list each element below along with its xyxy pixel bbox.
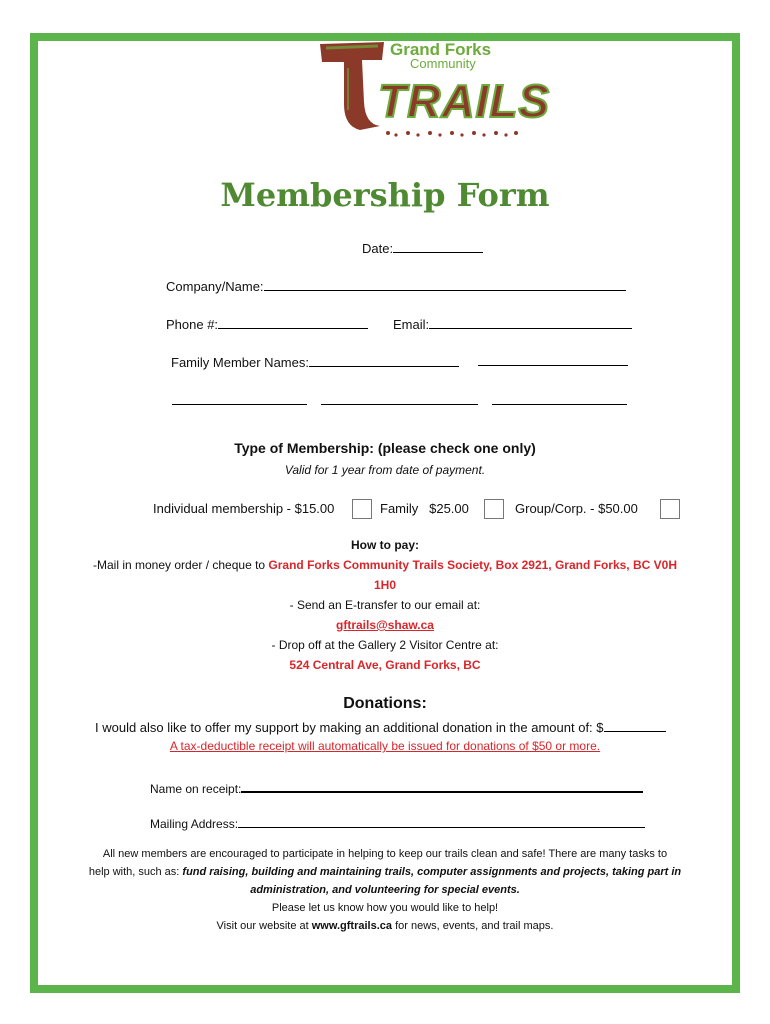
footer-line-5-prefix: Visit our website at (216, 920, 312, 932)
email-field[interactable] (393, 314, 632, 332)
donations-receipt-note: A tax-deductible receipt will automatically be issued for donations of $50 or more. (169, 739, 601, 753)
family-line-5[interactable] (492, 390, 627, 405)
option-group-label: Group/Corp. - $50.00 (515, 501, 638, 516)
name-on-receipt-field[interactable] (150, 777, 643, 796)
pay-heading: How to pay: (351, 538, 419, 552)
phone-line[interactable] (218, 314, 368, 329)
mailing-address-field[interactable] (150, 813, 645, 831)
pay-dropoff: - Drop off at the Gallery 2 Visitor Centre at: (271, 638, 499, 652)
donations-heading: Donations: (343, 695, 427, 712)
page-title: Membership Form (220, 176, 550, 214)
footer-line-5-suffix: for news, events, and trail maps. (392, 920, 554, 932)
website-link[interactable]: www.gftrails.ca (311, 920, 393, 932)
option-group-checkbox[interactable] (660, 499, 680, 519)
logo-word: TRAILS (378, 75, 551, 127)
logo-line2: Community (410, 56, 476, 71)
family-line-1[interactable] (309, 352, 459, 367)
footer-line-5 (0, 920, 770, 932)
pay-mail (0, 558, 770, 572)
family-line-3[interactable] (172, 390, 307, 405)
family-line-4[interactable] (321, 390, 478, 405)
donations-text-field[interactable] (95, 717, 666, 735)
pay-dropoff-address: 524 Central Ave, Grand Forks, BC (289, 658, 481, 672)
company-line[interactable] (264, 276, 626, 291)
membership-valid-note: Valid for 1 year from date of payment. (284, 463, 486, 477)
footer-line-2-prefix: help with, such as: (88, 866, 183, 878)
option-family-label: Family $25.00 (380, 501, 469, 516)
footer-line-1: All new members are encouraged to participate in helping to keep our trails clean and safe! There are many tasks to (102, 848, 668, 860)
family-line-2[interactable] (478, 351, 628, 366)
option-individual-label: Individual membership - $15.00 (153, 501, 335, 516)
email-label: Email: (393, 317, 430, 332)
logo (318, 40, 551, 144)
pay-etransfer: - Send an E-transfer to our email at: (289, 598, 481, 612)
date-field[interactable] (362, 238, 483, 256)
option-individual-checkbox[interactable] (352, 499, 372, 519)
name-on-receipt-line[interactable] (241, 777, 643, 793)
membership-heading: Type of Membership: (please check one only) (234, 440, 536, 456)
donations-text: I would also like to offer my support by making an additional donation in the amount of: $ (95, 720, 604, 735)
footer-line-2-italic: fund raising, building and maintaining trails, computer assignments and projects, taking part in (182, 866, 682, 878)
phone-field[interactable] (166, 314, 368, 332)
footer-line-3: administration, and volunteering for special events. (250, 884, 520, 896)
email-line[interactable] (429, 314, 632, 329)
donations-receipt-note-wrap (0, 739, 770, 753)
company-field[interactable] (166, 276, 626, 294)
pay-mail-address-2: 1H0 (373, 578, 396, 592)
donation-amount-line[interactable] (604, 717, 666, 732)
phone-label: Phone #: (166, 317, 219, 332)
pay-email-link[interactable]: gftrails@shaw.ca (336, 618, 434, 632)
date-label: Date: (362, 241, 394, 256)
family-names-field[interactable] (171, 352, 459, 370)
pay-email-link-wrap (0, 618, 770, 632)
pay-mail-address: Grand Forks Community Trails Society, Box 2921, Grand Forks, BC V0H (268, 558, 677, 572)
mailing-address-line[interactable] (238, 813, 645, 828)
pay-mail-prefix: -Mail in money order / cheque to (93, 558, 269, 572)
footer-line-4: Please let us know how you would like to help! (271, 902, 499, 914)
option-family-checkbox[interactable] (484, 499, 504, 519)
date-line[interactable] (393, 238, 483, 253)
mailing-address-label: Mailing Address: (150, 817, 239, 831)
family-names-label: Family Member Names: (171, 355, 309, 370)
logo-line1: Grand Forks (390, 40, 492, 59)
company-label: Company/Name: (166, 279, 264, 294)
footer-line-2 (0, 866, 770, 878)
name-on-receipt-label: Name on receipt: (150, 782, 242, 796)
